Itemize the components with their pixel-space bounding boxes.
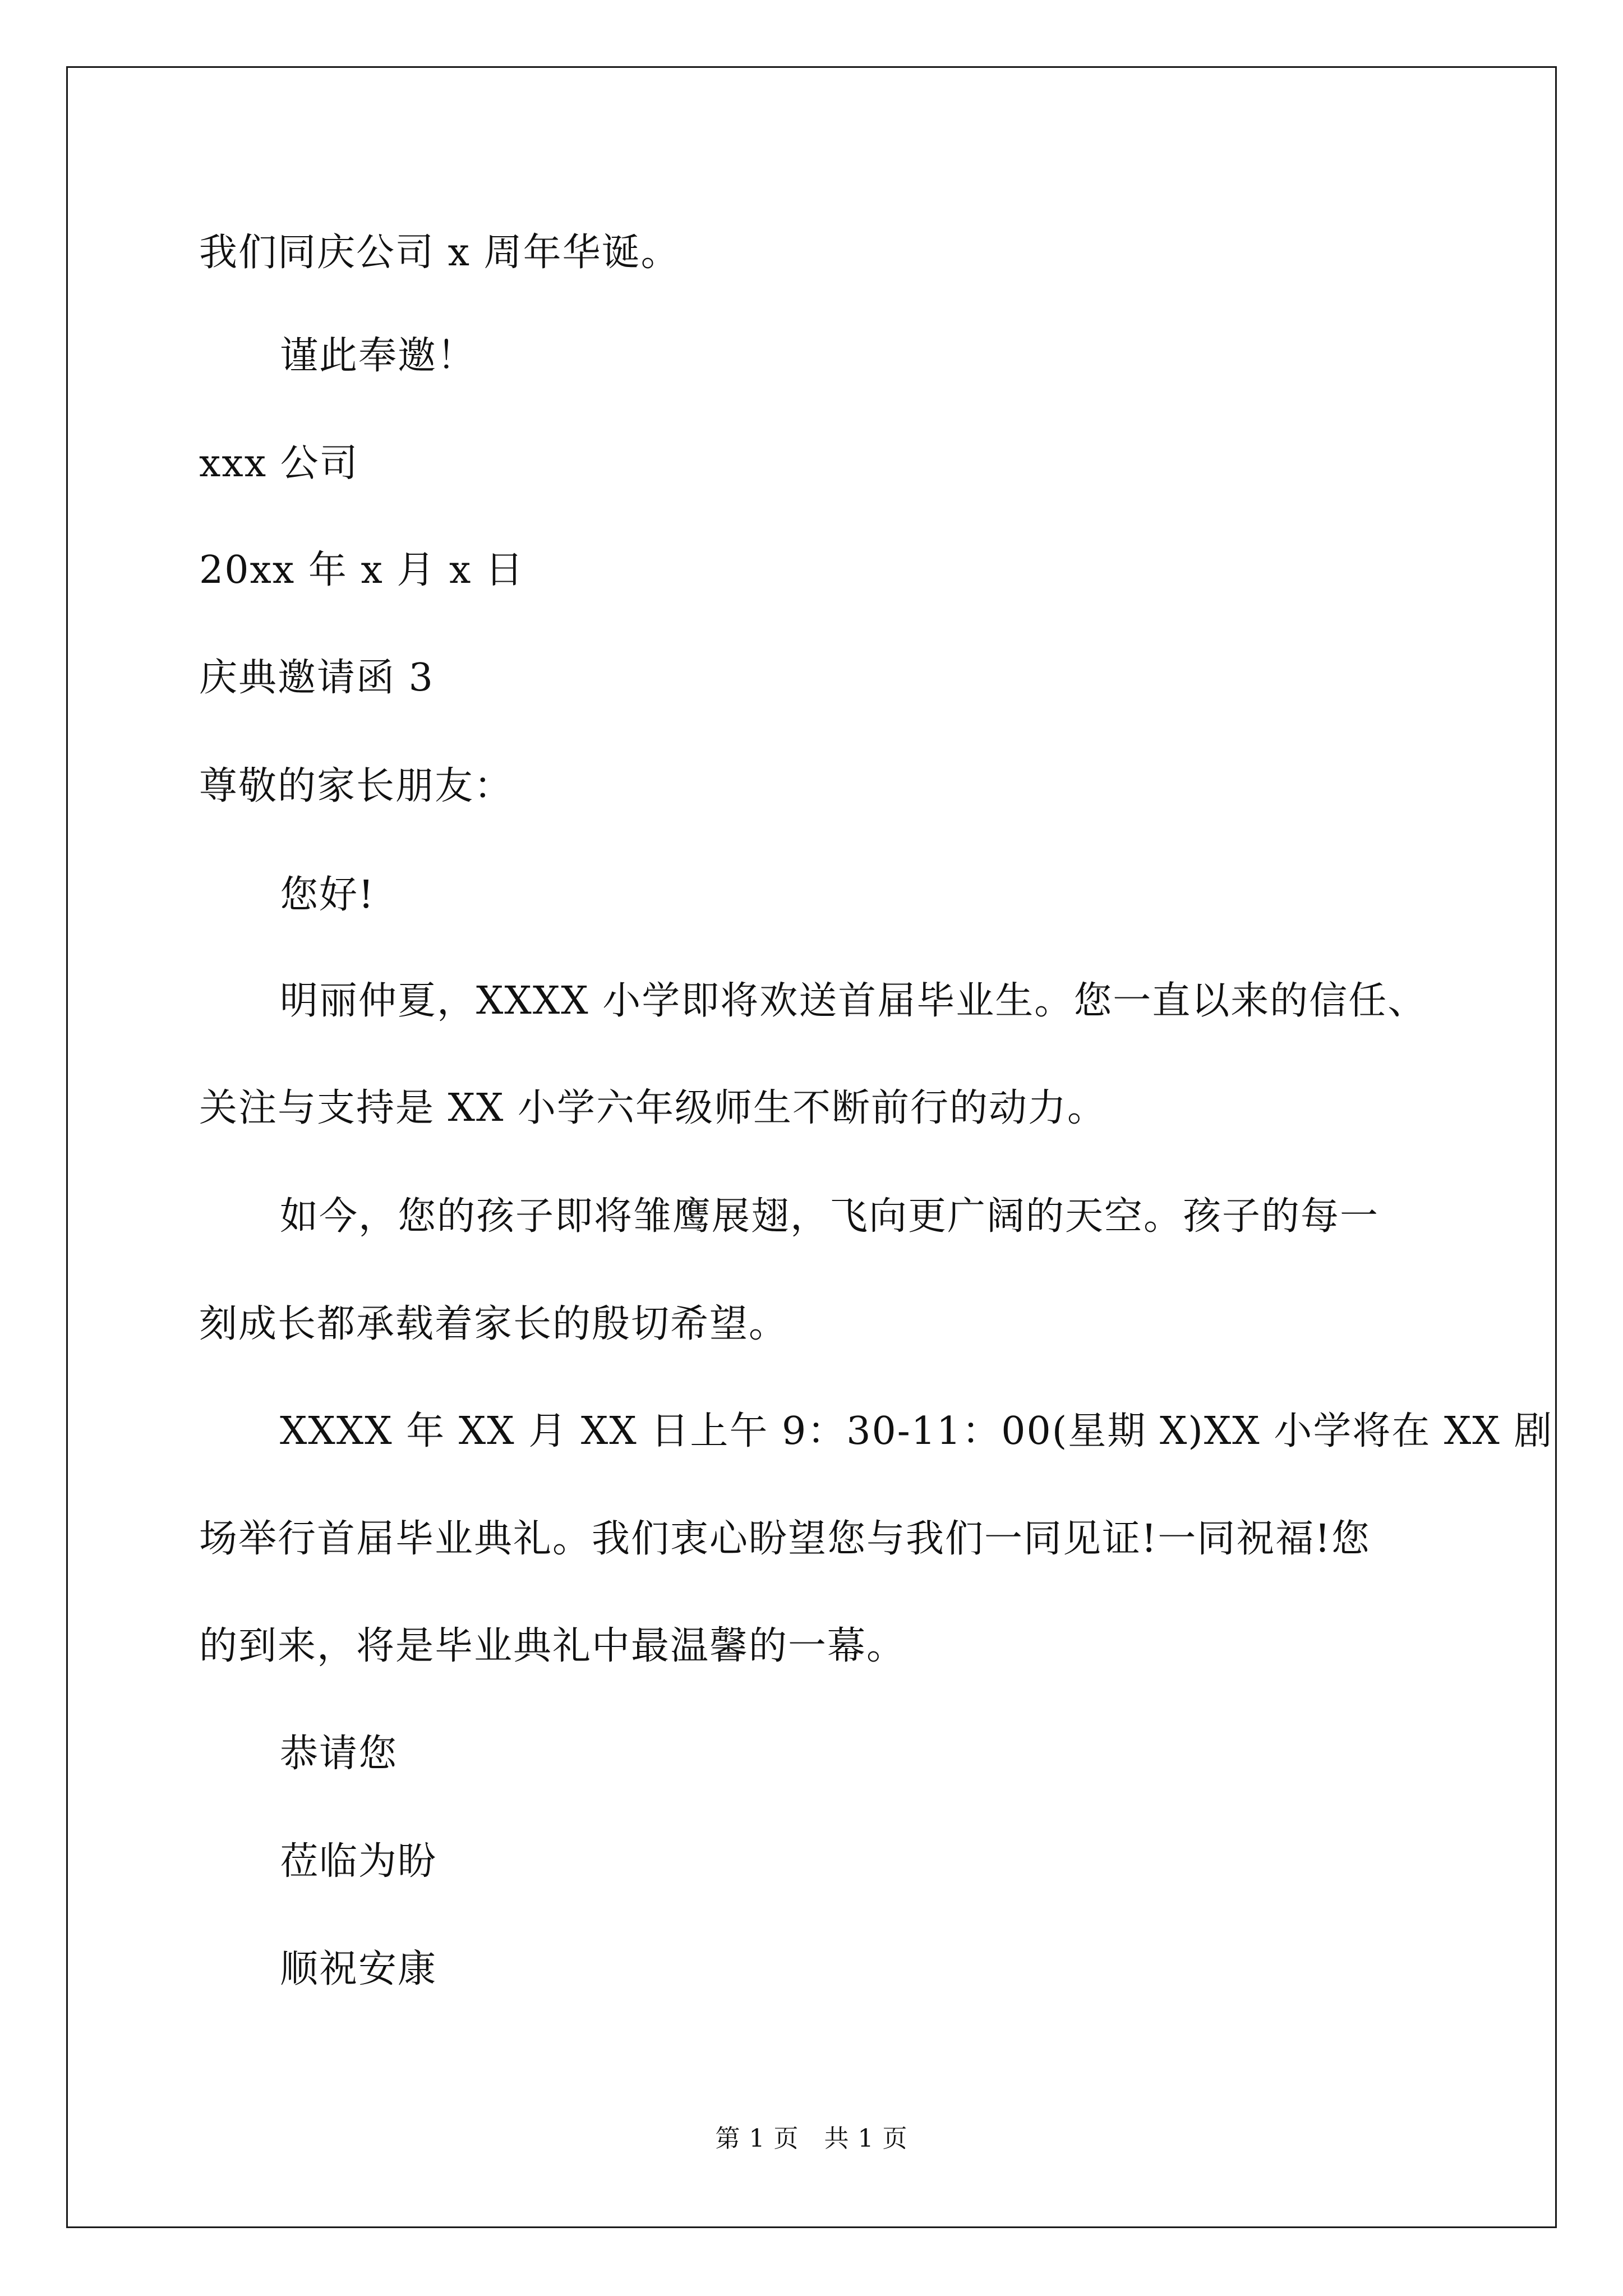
paragraph-3-line-2: 场举行首届毕业典礼。我们衷心盼望您与我们一同见证!一同祝福!您: [199, 1517, 1371, 1561]
section-heading: 庆典邀请函 3: [199, 656, 434, 700]
page-border: [66, 66, 1557, 2228]
sender-date: 20xx 年 x 月 x 日: [199, 548, 525, 592]
closing-attendance: 莅临为盼: [280, 1839, 437, 1884]
paragraph-2-line-1: 如今，您的孩子即将雏鹰展翅，飞向更广阔的天空。孩子的每一: [280, 1194, 1380, 1239]
closing-line-anniversary: 我们同庆公司 x 周年华诞。: [199, 231, 680, 275]
paragraph-1-line-2: 关注与支持是 XX 小学六年级师生不断前行的动力。: [199, 1086, 1107, 1130]
paragraph-3-line-3: 的到来，将是毕业典礼中最温馨的一幕。: [199, 1624, 906, 1668]
greeting: 您好!: [280, 873, 375, 917]
paragraph-2-line-2: 刻成长都承载着家长的殷切希望。: [199, 1302, 789, 1346]
paragraph-1-line-1: 明丽仲夏，XXXX 小学即将欢送首届毕业生。您一直以来的信任、: [280, 979, 1427, 1023]
closing-request: 恭请您: [280, 1732, 398, 1776]
closing-line-invitation: 谨此奉邀！: [280, 334, 477, 378]
page-footer: 第 1 页 共 1 页: [715, 2124, 908, 2153]
paragraph-3-line-1: XXXX 年 XX 月 XX 日上午 9：30-11：00(星期 X)XX 小学将在 XX 剧: [280, 1409, 1553, 1453]
closing-wishes: 顺祝安康: [280, 1947, 437, 1991]
salutation: 尊敬的家长朋友：: [199, 764, 514, 808]
sender-company: xxx 公司: [199, 441, 359, 486]
